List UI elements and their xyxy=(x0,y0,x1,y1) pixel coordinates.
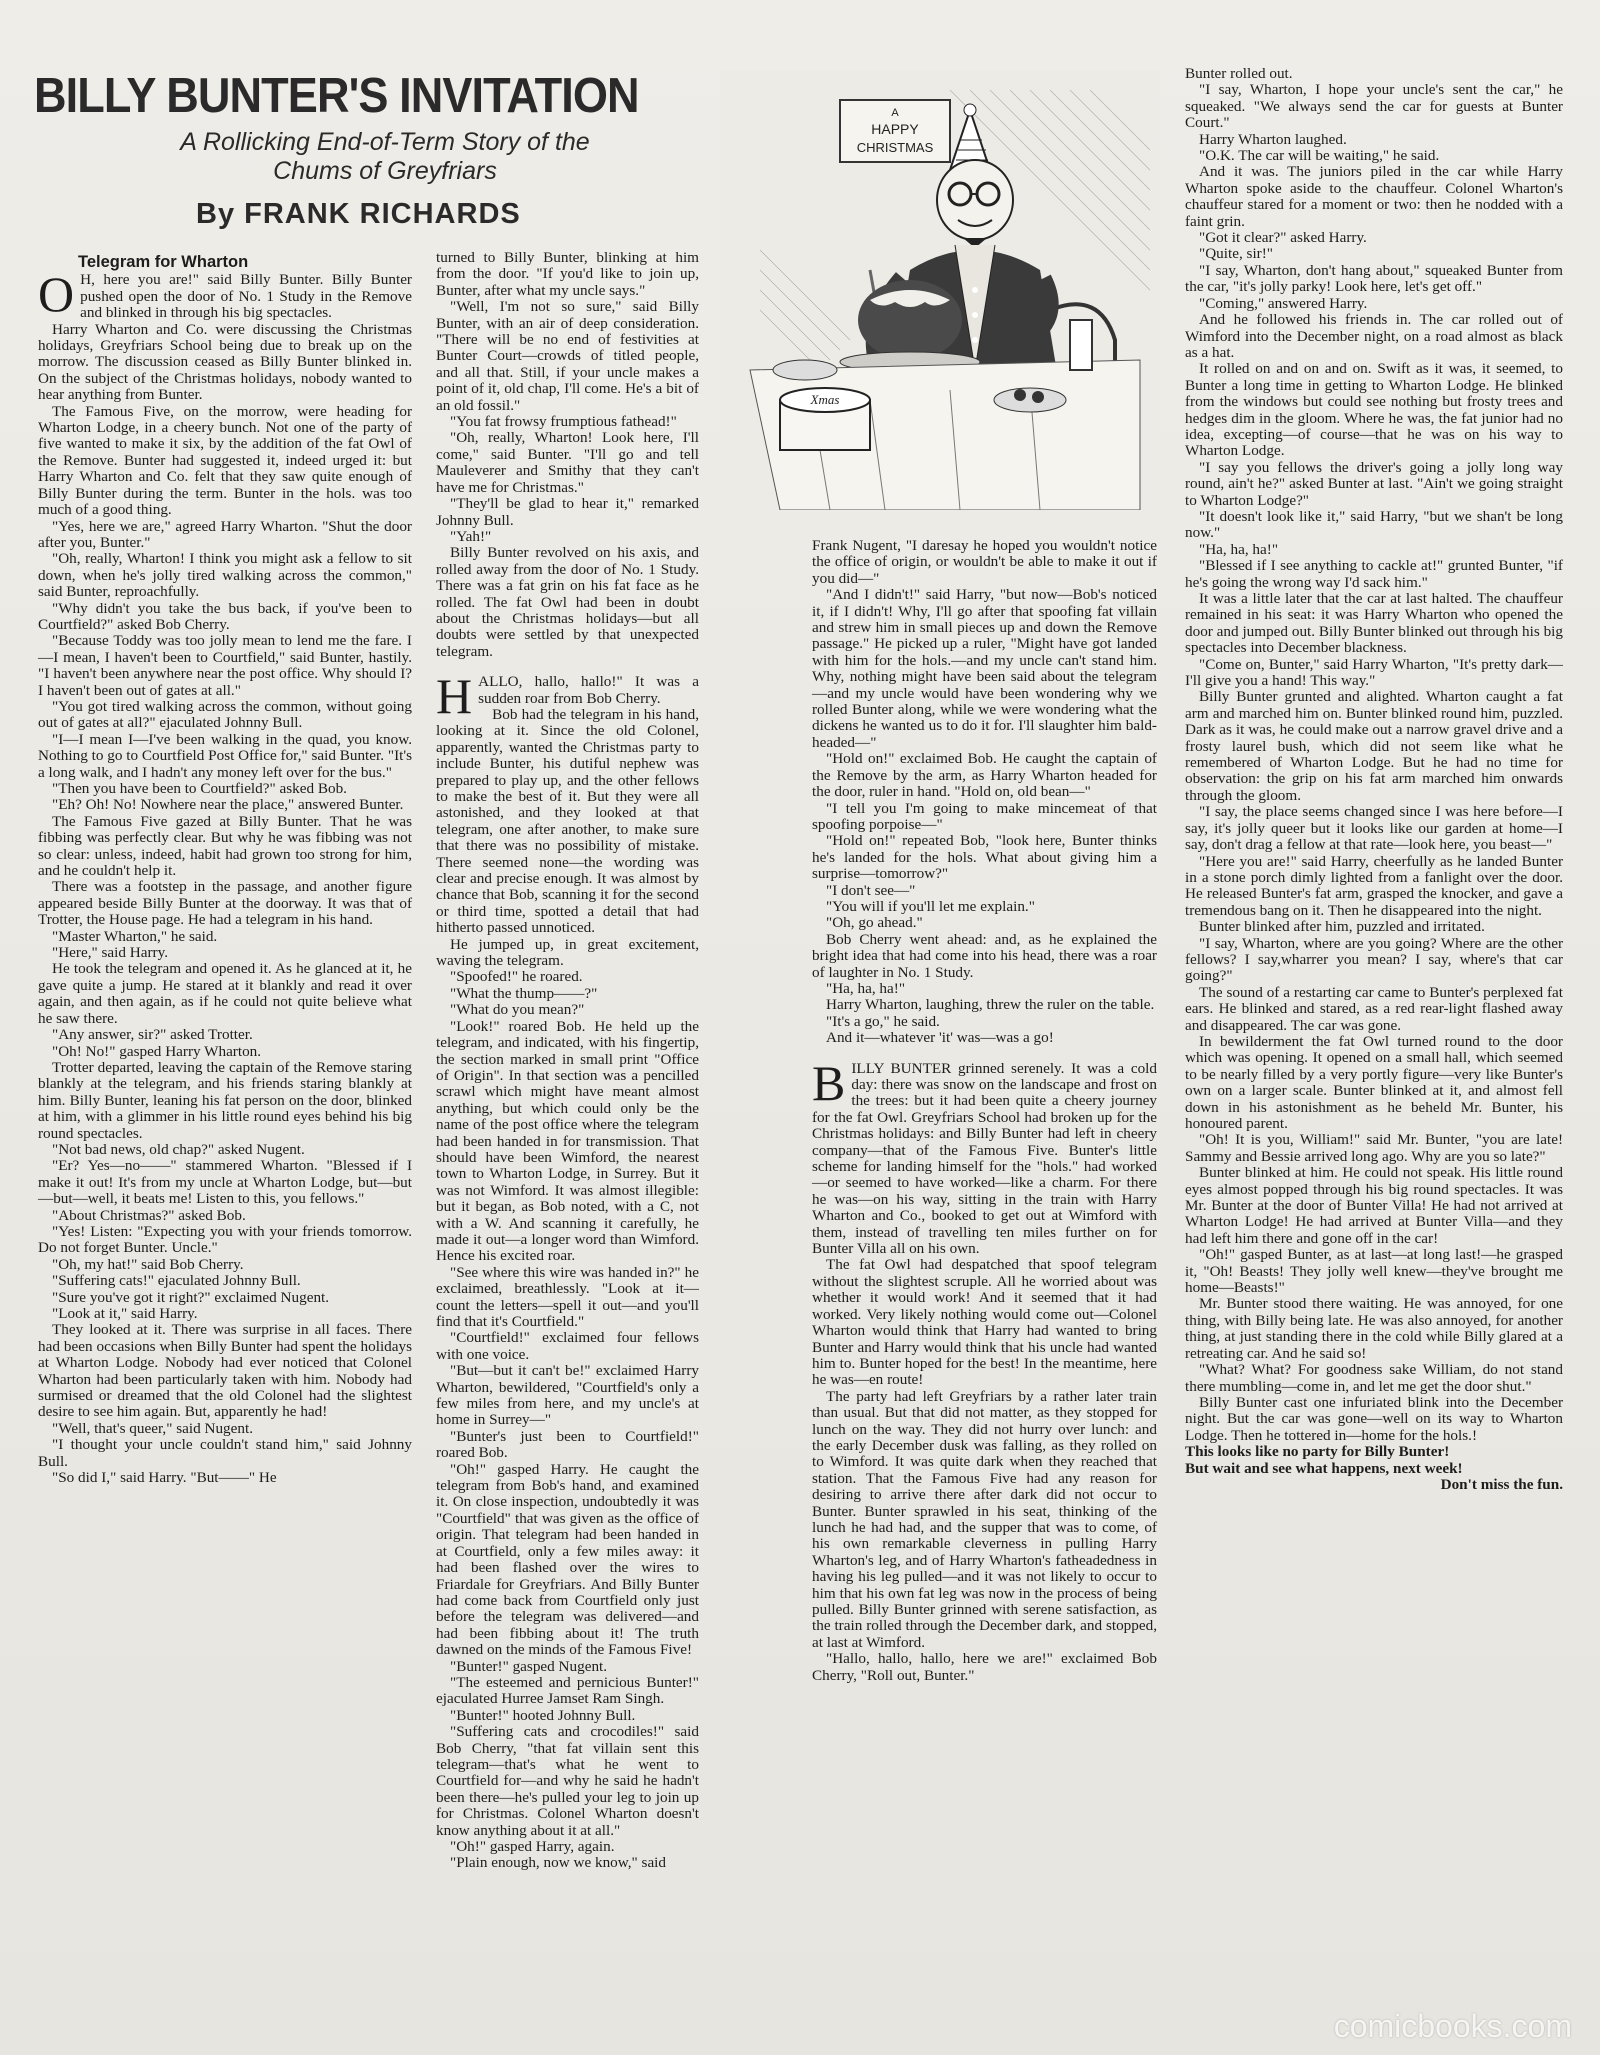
paragraph: "Oh, really, Wharton! I think you might ask a fellow to sit down, when he's jolly tired walking across the common," said Bunter, reproachfully. xyxy=(38,550,412,601)
paragraph: Harry Wharton and Co. were discussing the Christmas holidays, Greyfriars School being due to break up on the morrow. The discussion ceased as Billy Bunter blinked in. On the subject of the Christmas holidays, nobody wanted to hear anything from Bunter. xyxy=(38,320,412,404)
column-4-body xyxy=(1185,66,1563,1444)
paragraph: "It doesn't look like it," said Harry, "but we shan't be long now." xyxy=(1185,507,1563,542)
paragraph: "Oh! It is you, William!" said Mr. Bunter, "you are late! Sammy and Bessie arrived long ago. Why are you so late?" xyxy=(1185,1131,1563,1165)
paragraph: "I say, the place seems changed since I was here before—I say, it's jolly queer but it looks like our garden at home—I say, don't drag a fellow at that rate—look here, you beast—" xyxy=(1185,803,1563,854)
paragraph: "Bunter!" gasped Nugent. xyxy=(450,1657,608,1675)
story-subtitle xyxy=(100,128,670,186)
paragraph-text: ALLO, hallo, hallo!" It was a sudden roar from Bob Cherry. xyxy=(478,673,699,707)
drop-cap: B xyxy=(812,1054,846,1111)
paragraph xyxy=(812,1054,1157,1258)
paragraph: "You fat frowsy frumptious fathead!" xyxy=(450,413,677,431)
subtitle-line-2: Chums of Greyfriars xyxy=(273,157,497,185)
paragraph: "Quite, sir!" xyxy=(1199,245,1273,263)
paragraph: "I—I mean I—I've been walking in the quad, you know. Nothing to go to Courtfield Post Office for," said Bunter. "It's a long walk, and I hadn't any money left over for the bus." xyxy=(38,730,412,781)
happy-christmas-sign xyxy=(840,100,950,162)
closing-line-1: This looks like no party for Billy Bunter! xyxy=(1185,1443,1450,1461)
subheading: Telegram for Wharton xyxy=(78,253,249,271)
column-3 xyxy=(812,538,1157,1684)
paragraph: "What? What? For goodness sake William, do not stand there mumbling—come in, and let me get the door shut." xyxy=(1185,1361,1563,1395)
story-title: BILLY BUNTER'S INVITATION xyxy=(34,69,639,123)
paragraph: "Hallo, hallo, hallo, here we are!" exclaimed Bob Cherry, "Roll out, Bunter." xyxy=(812,1650,1157,1684)
paragraph: It was a little later that the car at last halted. The chauffeur remained in his seat: it was Harry Wharton who opened the door and jumped out. Billy Bunter blinked out through his big spectacles into December blackness. xyxy=(1185,590,1563,657)
paragraph: "Oh! No!" gasped Harry Wharton. xyxy=(52,1042,262,1060)
paragraph: "What the thump——?" xyxy=(450,984,598,1002)
paragraph: "But—but it can't be!" exclaimed Harry Wharton, bewildered, "Courtfield's only a few miles from here, and my uncle's at home in Surrey—" xyxy=(436,1362,699,1429)
paragraph: Frank Nugent, "I daresay he hoped you wouldn't notice the office of origin, or wouldn't be able to make it out if you did—" xyxy=(812,537,1157,587)
paragraph: He took the telegram and opened it. As he glanced at it, he gave quite a jump. He stared at it blankly and read it over again, and then again, as if he could not quite believe what he saw there. xyxy=(38,960,412,1027)
paragraph: "Look at it," said Harry. xyxy=(52,1305,198,1322)
byline: By FRANK RICHARDS xyxy=(196,198,521,230)
paragraph: "Spoofed!" he roared. xyxy=(450,968,583,986)
paragraph: "I tell you I'm going to make mincemeat of that spoofing porpoise—" xyxy=(812,799,1157,833)
paragraph: And it was. The juniors piled in the car while Harry Wharton spoke aside to the chauffeur. Colonel Wharton's chauffeur stared for a moment or two: then he nodded with a faint grin. xyxy=(1185,163,1563,230)
sign-line-3: CHRISTMAS xyxy=(856,140,934,155)
paragraph-text: ILLY BUNTER grinned serenely. It was a cold day: there was snow on the landscape and frost on the trees: but it had been quite a cheery journey for the fat Owl. Greyfriars School had broken up for the Christmas holidays: and Billy Bunter had left in cheery company—that of the Famous Five. Bunter's little scheme for landing himself for the "hols." had worked—or seemed to have worked—like a charm. For there he was—on his way, sitting in the train with Harry Wharton and Co., booked to get out at Wimford with them, instead of travelling ten miles further on for Bunter Villa all on his own. xyxy=(812,1059,1157,1258)
paragraph: Harry Wharton laughed. xyxy=(1199,130,1347,148)
paragraph: And it—whatever 'it' was—was a go! xyxy=(826,1029,1054,1047)
paragraph: There was a footstep in the passage, and another figure appeared beside Billy Bunter at the doorway. It was that of Trotter, the House page. He had a telegram in his hand. xyxy=(38,878,412,929)
paragraph: Harry Wharton, laughing, threw the ruler on the table. xyxy=(826,996,1155,1014)
paragraph: "Oh!" gasped Bunter, as at last—at long last!—he grasped it, "Oh! Beasts! They jolly well knew—they've brought me home—Beasts!" xyxy=(1185,1246,1563,1297)
paragraph: "Oh, go ahead." xyxy=(826,914,923,932)
paragraph: "And I didn't!" said Harry, "but now—Bob's noticed it, if I didn't! Why, I'll go after that spoofing fat villain and strew him in small pieces up and down the Remove passage." He picked up a ruler, "Might have got landed with him for the hols.—and my uncle can't stand him. Why, nothing might have been said about the telegram—and my uncle would have been wondering why we rolled Bunter along, while we were wondering what the dickens he wanted us to do it for. I'll slaughter him bald-headed—" xyxy=(812,586,1157,751)
paragraph: Bob had the telegram in his hand, looking at it. Since the old Colonel, apparently, wanted the Christmas party to include Bunter, his dutiful nephew was prepared to play up, and the other fellows to make the best of it. But they were all astonished, and they looked at that telegram, one after another, to make sure that there was no possibility of mistake. There seemed none—the wording was clear and precise enough. It was almost by chance that Bob, scanning it for the second or third time, spotted a detail that had hitherto passed unnoticed. xyxy=(436,705,699,937)
paragraph: Bunter blinked at him. He could not speak. His little round eyes almost popped through his big round spectacles. It was Mr. Bunter at the door of Bunter Villa! He had not arrived at Wharton Lodge! He had arrived at Bunter Villa—and they had left him there and gone off in the car! xyxy=(1185,1164,1563,1247)
paragraph: "Because Toddy was too jolly mean to lend me the fare. I—I mean, I haven't been to Courtfield," said Bunter, hastily. "I haven't been anywhere near the post office. Why should I? I haven't been out of gates at all." xyxy=(38,632,412,699)
column-2 xyxy=(436,250,699,1872)
paragraph: "Suffering cats and crocodiles!" said Bob Cherry, "that fat villain sent this telegram—that's what he went to Courtfield for—and why he said he hadn't been there—he's pulled your leg to join up for Christmas. Colonel Wharton doesn't know anything about it at all." xyxy=(436,1723,699,1839)
paragraph: "I say, Wharton, where are you going? Where are the other fellows? I say,wharrer you mean? I say, where's that car going?" xyxy=(1185,934,1563,985)
paragraph: The sound of a restarting car came to Bunter's perplexed fat ears. He blinked and stared, as a red rear-light flashed away and disappeared. The car was gone. xyxy=(1185,983,1563,1034)
column-2-body xyxy=(436,250,699,1872)
paragraph: "Oh, really, Wharton! Look here, I'll come," said Bunter. "I'll go and tell Mauleverer and Smithy that they can't have me for Christmas." xyxy=(436,429,699,496)
cake-label: Xmas xyxy=(810,392,840,407)
paragraph: The Famous Five, on the morrow, were heading for Wharton Lodge, in a cheery bunch. Not one of the party of five wanted to make it six, by the addition of the fat Owl of the Remove. Bunter had suggested it, indeed urged it: but Harry Wharton and Co. felt that they saw quite enough of Billy Bunter during the term. Bunter in the hols. was too much of a good thing. xyxy=(38,402,412,519)
paragraph: "Yah!" xyxy=(450,527,492,545)
paragraph: "I say, Wharton, don't hang about," squeaked Bunter from the car, "it's jolly parky! Look here, let's get off." xyxy=(1185,261,1563,296)
paragraph: "Come on, Bunter," said Harry Wharton, "It's pretty dark—I'll give you a hand! This way." xyxy=(1185,655,1563,690)
dish xyxy=(773,360,837,380)
paragraph: "I say, Wharton, I hope your uncle's sent the car," he squeaked. "We always send the car for guests at Bunter Court." xyxy=(1185,81,1563,132)
paragraph: "Then you have been to Courtfield?" asked Bob. xyxy=(52,780,347,797)
drop-cap: O xyxy=(38,266,75,323)
paragraph: In bewilderment the fat Owl turned round to the door which was opening. It opened on a small hall, which seemed to be nearly filled by a very portly figure—very like Bunter's own on a larger scale. Bunter blinked at it, and almost fell down in his astonishment as he beheld Mr. Bunter, his honoured parent. xyxy=(1185,1032,1563,1132)
paragraph: It rolled on and on and on. Swift as it was, it seemed, to Bunter a long time in getting to Wharton Lodge. He blinked from the windows but could see nothing but frosty trees and hedges dim in the gloom. Where he was, the fat junior had no idea, excepting—of course—that he was on his way to Wharton Lodge. xyxy=(1185,360,1563,460)
column-4 xyxy=(1185,66,1563,1493)
paragraph: "Suffering cats!" ejaculated Johnny Bull. xyxy=(52,1272,301,1290)
paragraph: "Er? Yes—no——" stammered Wharton. "Blessed if I make it out! It's from my uncle at Wharton Lodge, but—but—but—well, it beats me! Listen to this, you fellows." xyxy=(38,1157,412,1208)
paragraph: "Oh!" gasped Harry. He caught the telegram from Bob's hand, and examined it. On close inspection, undoubtedly it was "Courtfield" that was given as the office of origin. That telegram had been handed in at Courtfield, only a few miles away: it had been flashed over the wires to Friardale for Greyfriars. And Billy Bunter had come back from Courtfield only just before the telegram was delivered—and had been fibbing about it! The truth dawned on the minds of the Famous Five! xyxy=(436,1460,699,1659)
paragraph: "They'll be glad to hear it," remarked Johnny Bull. xyxy=(436,495,699,529)
paragraph: And he followed his friends in. The car rolled out of Wimford into the December night, on a road almost as black as a hat. xyxy=(1185,311,1563,361)
paragraph: Billy Bunter revolved on his axis, and rolled away from the door of No. 1 Study. There was a fat grin on his fat face as he rolled. The fat Owl had been in doubt about the Christmas holidays—but all doubts were settled by that unexpected telegram. xyxy=(436,544,699,660)
paragraph: "Here," said Harry. xyxy=(52,944,168,962)
sign-line-1: A xyxy=(891,107,899,119)
paragraph: "I don't see—" xyxy=(826,881,916,899)
paragraph: "Oh!" gasped Harry, again. xyxy=(450,1838,615,1855)
bottle xyxy=(1070,320,1092,370)
paragraph: "Hold on!" repeated Bob, "look here, Bunter thinks he's landed for the hols. What about giving him a surprise—tomorrow?" xyxy=(812,832,1157,883)
closing-line-3: Don't miss the fun. xyxy=(1440,1475,1563,1493)
paragraph xyxy=(38,266,412,323)
paragraph: "Hold on!" exclaimed Bob. He caught the captain of the Remove by the arm, as Harry Wharton headed for the door, ruler in hand. "Hold on, old bean—" xyxy=(812,750,1157,801)
bunter-christmas-illustration xyxy=(720,70,1160,510)
paragraph: Mr. Bunter stood there waiting. He was annoyed, for one thing, with Billy being late. He was also annoyed, for another thing, at just standing there in the cold while Billy glared at a retreating car. And he said so! xyxy=(1185,1295,1563,1362)
paragraph: "Master Wharton," he said. xyxy=(52,927,218,945)
paragraph: Trotter departed, leaving the captain of the Remove staring blankly at the telegram, and his friends staring blankly at him. Billy Bunter, leaning his fat person on the door, blinked at him, with a glimmer in his little round eyes behind his big round spectacles. xyxy=(38,1058,412,1142)
paragraph: "Ha, ha, ha!" xyxy=(826,979,906,997)
paragraph: "Why didn't you take the bus back, if you've been to Courtfield?" asked Bob Cherry. xyxy=(38,599,412,633)
paragraph: "Any answer, sir?" asked Trotter. xyxy=(52,1026,253,1044)
plate xyxy=(994,388,1066,412)
subtitle-line-1: A Rollicking End-of-Term Story of the xyxy=(180,128,590,156)
closing-line-2: But wait and see what happens, next week! xyxy=(1185,1459,1463,1477)
paragraph xyxy=(436,668,699,725)
paragraph: The party had left Greyfriars by a rather later train than usual. But that did not matter, as they stopped for lunch on the way. They did not hurry over lunch: and the early December dusk was falling, as they rolled on to Wimford. It was quite dark when they reached that station. That the Famous Five had any reason for desiring to arrive there after dark did not occur to Bunter. Bunter sprawled in his seat, thinking of the lunch he had had, and the supper that was to come, of his own remarkable cleverness in pulling Harry Wharton's leg, and of Harry Wharton's fatheadedness in having his leg pulled—and it was not likely to occur to him that his own fat leg was now in the process of being pulled. Billy Bunter grinned with serene satisfaction, as the train rolled through the December dark, and stopped, at last at Wimford. xyxy=(812,1387,1157,1651)
paragraph: "It's a go," he said. xyxy=(826,1012,940,1030)
paragraph: "Bunter!" hooted Johnny Bull. xyxy=(450,1706,636,1724)
paragraph: Billy Bunter cast one infuriated blink into the December night. But the car was gone—well on its way to Wharton Lodge. Then he tottered in—home for the hols.! xyxy=(1185,1393,1563,1444)
paragraph: "Bunter's just been to Courtfield!" roared Bob. xyxy=(436,1427,699,1462)
column-1-body xyxy=(38,266,412,1487)
paragraph: "About Christmas?" asked Bob. xyxy=(52,1206,246,1224)
paragraph: "O.K. The car will be waiting," he said. xyxy=(1199,147,1440,165)
paragraph: He jumped up, in great excitement, waving the telegram. xyxy=(436,935,699,970)
column-1 xyxy=(38,250,412,1486)
paragraph: "Blessed if I see anything to cackle at!" grunted Bunter, "if he's going the wrong way I'd sack him." xyxy=(1185,557,1563,591)
paragraph: The fat Owl had despatched that spoof telegram without the slightest scruple. All he worried about was whether it would work! And it seemed that it had worked. Very likely nothing would come out—Colonel Wharton would think that Harry had wanted to bring Bunter and Harry would think that his uncle had wanted him to. Bunter hoped for the best! In the meantime, here he was—en route! xyxy=(812,1256,1157,1389)
paragraph-text: H, here you are!" said Billy Bunter. Billy Bunter pushed open the door of No. 1 Study in the Remove and blinked in through his big spectacles. xyxy=(80,271,412,322)
paragraph: "See where this wire was handed in?" he exclaimed, breathlessly. "Look at it—count the letters—spell it out—and you'll find that it's Courtfield." xyxy=(436,1263,699,1330)
paragraph: "What do you mean?" xyxy=(450,1001,585,1019)
watermark: comicbooks.com xyxy=(1333,2008,1572,2044)
paragraph: Billy Bunter grunted and alighted. Wharton caught a fat arm and marched him on. Bunter blinked round him, puzzled. Dark as it was, he could make out a narrow gravel drive and a frosty laurel bush, which did not seem like what he remembered of Wharton Lodge. But he had no time for observation: the grip on his fat arm marched him onwards through the gloom. xyxy=(1185,688,1563,804)
column-3-body xyxy=(812,538,1157,1684)
paragraph: "Not bad news, old chap?" asked Nugent. xyxy=(52,1140,305,1158)
paragraph: "I say you fellows the driver's going a jolly long way round, ain't he?" asked Bunter at last. "Ain't we going straight to Wharton Lodge?" xyxy=(1185,458,1563,509)
paragraph: "Yes! Listen: "Expecting you with your friends tomorrow. Do not forget Bunter. Uncle." xyxy=(38,1222,412,1257)
paragraph: "Coming," answered Harry. xyxy=(1199,294,1368,312)
sign-line-2: HAPPY xyxy=(871,121,919,137)
paragraph: Bunter rolled out. xyxy=(1185,65,1293,82)
paragraph: "Plain enough, now we know," said xyxy=(450,1854,666,1872)
paragraph: "Ha, ha, ha!" xyxy=(1199,540,1279,558)
paragraph: "Oh, my hat!" said Bob Cherry. xyxy=(52,1255,244,1273)
paragraph: "Well, that's queer," said Nugent. xyxy=(52,1419,253,1437)
xmas-cake xyxy=(780,388,870,450)
paragraph: "So did I," said Harry. "But——" He xyxy=(52,1469,277,1487)
paragraph: "The esteemed and pernicious Bunter!" ejaculated Hurree Jamset Ram Singh. xyxy=(436,1673,699,1708)
paragraph: "You got tired walking across the common, without going out of gates at all?" ejaculated Johnny Bull. xyxy=(38,697,412,732)
paragraph: "Look!" roared Bob. He held up the telegram, and indicated, with his fingertip, the section marked in small print "Office of Origin". In that section was a pencilled scrawl which might have meant almost anything, but which could only be the name of the post office where the telegram had been handed in for transmission. That should have been Wimford, the nearest town to Wharton Lodge, in Surrey. But it was not Wimford. It was almost illegible: but it began, as Bob noted, with a C, not with a W. And scanning it carefully, he made it out—a longer word than Wimford. Hence his excited roar. xyxy=(436,1017,699,1265)
paragraph: turned to Billy Bunter, blinking at him from the door. "If you'd like to join up, Bunter, after what my uncle says." xyxy=(436,249,699,299)
paragraph: Bob Cherry went ahead: and, as he explained the bright idea that had come into his head, there was a roar of laughter in No. 1 Study. xyxy=(812,930,1157,981)
paragraph: "Yes, here we are," agreed Harry Wharton. "Shut the door after you, Bunter." xyxy=(38,517,412,551)
paragraph: "Courtfield!" exclaimed four fellows with one voice. xyxy=(436,1329,699,1363)
paragraph: "Well, I'm not so sure," said Billy Bunter, with an air of deep consideration. "There will be no end of festivities at Bunter Court—crowds of titled people, and all that. Still, if your uncle makes a point of it, old chap, I'll come. He's a bit of an old fossil." xyxy=(436,298,699,414)
paragraph: "You will if you'll let me explain." xyxy=(826,897,1035,915)
paragraph: The Famous Five gazed at Billy Bunter. That he was fibbing was perfectly clear. But why he was fibbing was not so clear: unless, indeed, habit had grown too strong for him, and he couldn't help it. xyxy=(38,812,412,880)
paragraph: "Got it clear?" asked Harry. xyxy=(1199,229,1367,247)
paragraph: Bunter blinked after him, puzzled and irritated. xyxy=(1199,918,1485,936)
paragraph: "Here you are!" said Harry, cheerfully as he landed Bunter in a stone porch dimly lighted from a fanlight over the door. He released Bunter's fat arm, grasped the knocker, and gave a tremendous bang on it. Then he disappeared into the night. xyxy=(1185,852,1563,919)
paragraph: "I thought your uncle couldn't stand him," said Johnny Bull. xyxy=(38,1436,412,1470)
drop-cap: H xyxy=(436,668,473,725)
paragraph: "Eh? Oh! No! Nowhere near the place," answered Bunter. xyxy=(52,796,404,814)
paragraph: They looked at it. There was surprise in all faces. There had been occasions when Billy Bunter had spent the holidays at Wharton Lodge. Nobody had ever noticed that Colonel Wharton had been particularly taken with him. Nobody had surmised or dreamed that the old Colonel had the slightest desire to see him again. But, apparently he had! xyxy=(38,1321,412,1421)
paragraph: "Sure you've got it right?" exclaimed Nugent. xyxy=(52,1288,330,1306)
